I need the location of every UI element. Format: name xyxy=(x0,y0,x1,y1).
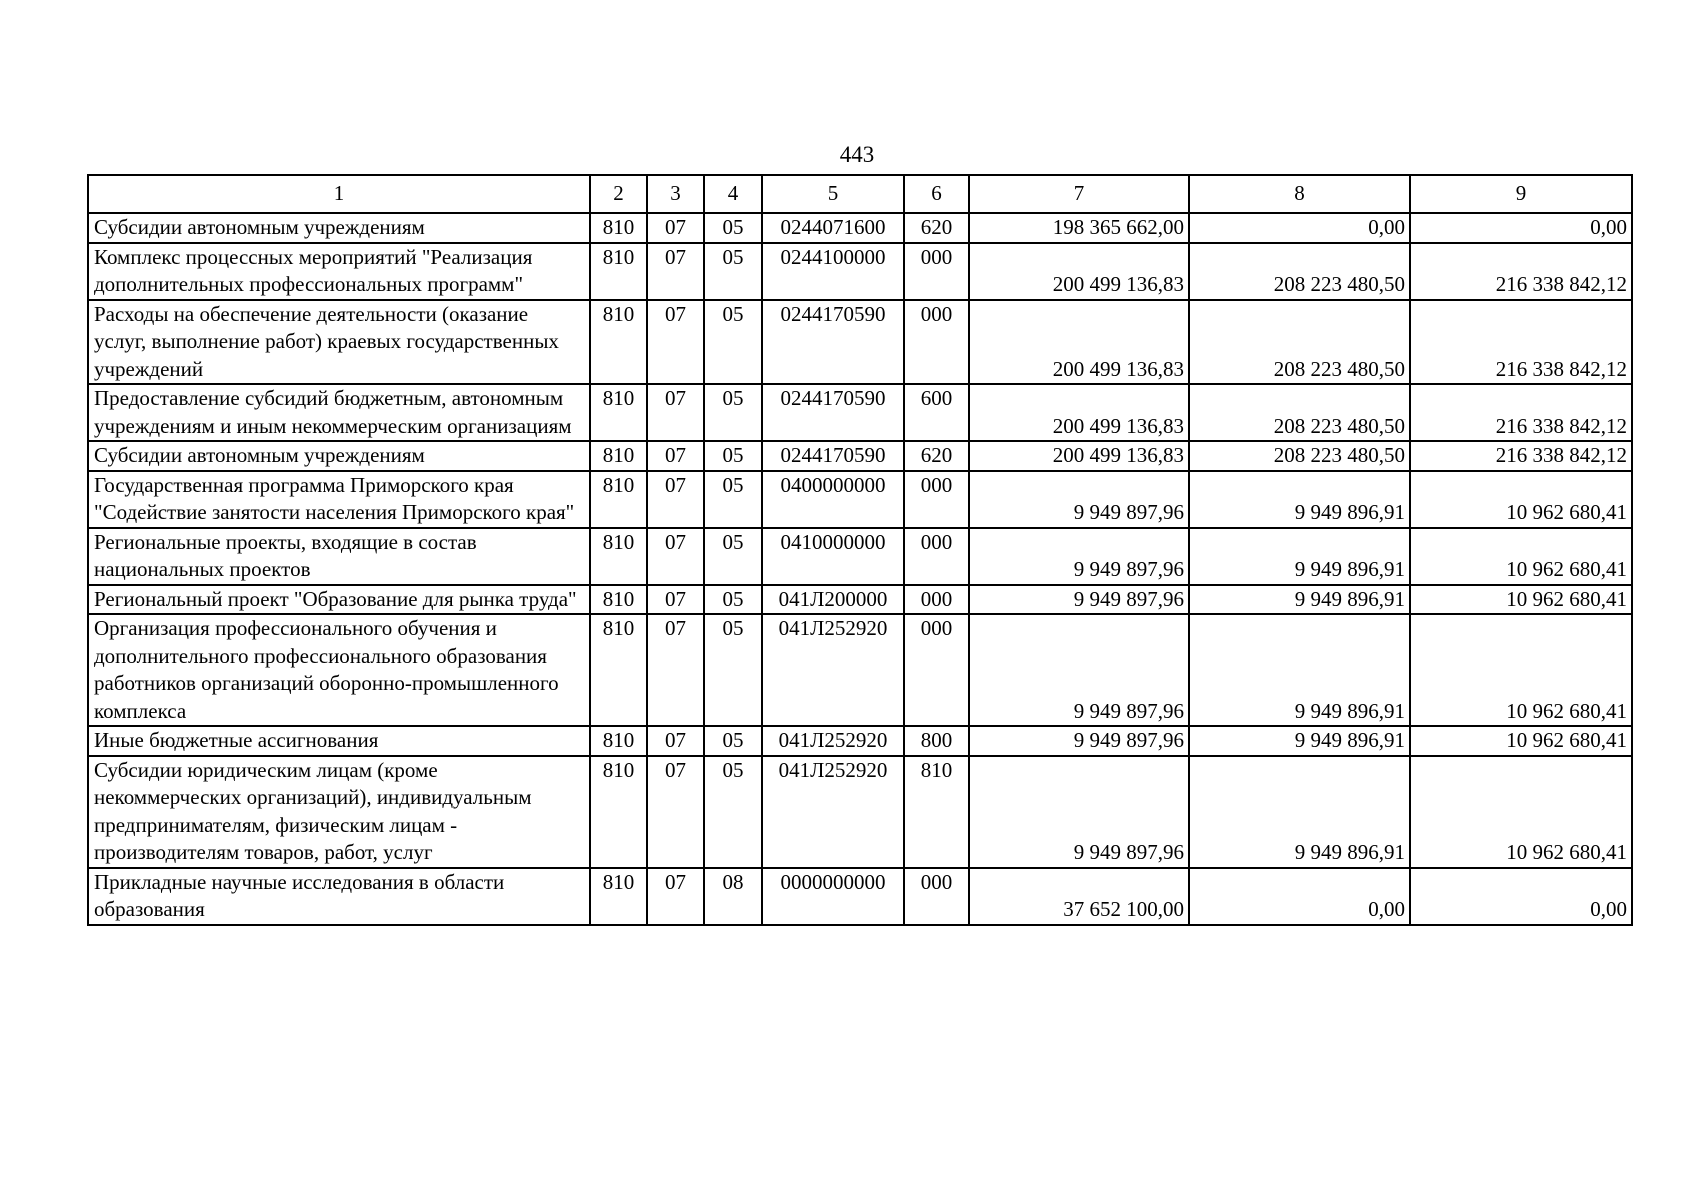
table-row xyxy=(88,726,1632,756)
code-cell: 05 xyxy=(704,300,762,385)
table-row xyxy=(88,213,1632,243)
amount-cell: 216 338 842,12 xyxy=(1410,441,1632,471)
code-cell: 07 xyxy=(647,868,704,925)
code-cell: 041Л252920 xyxy=(762,756,904,868)
row-name: Региональные проекты, входящие в состав национальных проектов xyxy=(88,528,590,585)
code-cell: 000 xyxy=(904,300,969,385)
table-row xyxy=(88,614,1632,726)
row-name: Государственная программа Приморского края "Содействие занятости населения Приморского края" xyxy=(88,471,590,528)
page-number: 443 xyxy=(839,142,875,167)
code-cell: 000 xyxy=(904,528,969,585)
code-cell: 0244170590 xyxy=(762,384,904,441)
amount-cell: 10 962 680,41 xyxy=(1410,756,1632,868)
amount-cell: 200 499 136,83 xyxy=(969,384,1189,441)
header-row xyxy=(88,175,1632,213)
amount-cell: 9 949 897,96 xyxy=(969,726,1189,756)
code-cell: 0400000000 xyxy=(762,471,904,528)
amount-cell: 9 949 896,91 xyxy=(1189,528,1410,585)
code-cell: 000 xyxy=(904,585,969,615)
table-row xyxy=(88,868,1632,925)
amount-cell: 9 949 896,91 xyxy=(1189,726,1410,756)
code-cell: 07 xyxy=(647,528,704,585)
code-cell: 000 xyxy=(904,243,969,300)
amount-cell: 0,00 xyxy=(1189,868,1410,925)
amount-cell: 9 949 897,96 xyxy=(969,756,1189,868)
amount-cell: 9 949 897,96 xyxy=(969,471,1189,528)
code-cell: 810 xyxy=(590,585,647,615)
table-row xyxy=(88,756,1632,868)
code-cell: 05 xyxy=(704,441,762,471)
amount-cell: 10 962 680,41 xyxy=(1410,471,1632,528)
amount-cell: 0,00 xyxy=(1410,213,1632,243)
code-cell: 07 xyxy=(647,614,704,726)
amount-cell: 208 223 480,50 xyxy=(1189,384,1410,441)
code-cell: 620 xyxy=(904,441,969,471)
row-name: Субсидии автономным учреждениям xyxy=(88,441,590,471)
header-cell: 4 xyxy=(704,175,762,213)
amount-cell: 10 962 680,41 xyxy=(1410,726,1632,756)
header-cell: 5 xyxy=(762,175,904,213)
code-cell: 000 xyxy=(904,868,969,925)
code-cell: 810 xyxy=(590,471,647,528)
code-cell: 07 xyxy=(647,726,704,756)
amount-cell: 9 949 897,96 xyxy=(969,585,1189,615)
row-name: Субсидии автономным учреждениям xyxy=(88,213,590,243)
amount-cell: 208 223 480,50 xyxy=(1189,300,1410,385)
amount-cell: 10 962 680,41 xyxy=(1410,528,1632,585)
table-row xyxy=(88,441,1632,471)
code-cell: 620 xyxy=(904,213,969,243)
amount-cell: 9 949 897,96 xyxy=(969,614,1189,726)
amount-cell: 9 949 896,91 xyxy=(1189,471,1410,528)
code-cell: 810 xyxy=(590,300,647,385)
header-cell: 1 xyxy=(88,175,590,213)
code-cell: 05 xyxy=(704,213,762,243)
amount-cell: 9 949 896,91 xyxy=(1189,614,1410,726)
amount-cell: 10 962 680,41 xyxy=(1410,585,1632,615)
code-cell: 600 xyxy=(904,384,969,441)
code-cell: 05 xyxy=(704,528,762,585)
code-cell: 800 xyxy=(904,726,969,756)
amount-cell: 198 365 662,00 xyxy=(969,213,1189,243)
row-name: Региональный проект "Образование для рынка труда" xyxy=(88,585,590,615)
table-row xyxy=(88,384,1632,441)
code-cell: 041Л252920 xyxy=(762,726,904,756)
amount-cell: 9 949 896,91 xyxy=(1189,585,1410,615)
header-cell: 3 xyxy=(647,175,704,213)
code-cell: 08 xyxy=(704,868,762,925)
code-cell: 05 xyxy=(704,585,762,615)
code-cell: 07 xyxy=(647,300,704,385)
code-cell: 05 xyxy=(704,614,762,726)
code-cell: 05 xyxy=(704,471,762,528)
row-name: Организация профессионального обучения и дополнительного профессионального образования работников организаций оборонно-промышленного комплекса xyxy=(88,614,590,726)
row-name: Расходы на обеспечение деятельности (оказание услуг, выполнение работ) краевых государственных учреждений xyxy=(88,300,590,385)
amount-cell: 0,00 xyxy=(1189,213,1410,243)
code-cell: 810 xyxy=(590,726,647,756)
code-cell: 810 xyxy=(590,243,647,300)
row-name: Иные бюджетные ассигнования xyxy=(88,726,590,756)
code-cell: 07 xyxy=(647,384,704,441)
amount-cell: 10 962 680,41 xyxy=(1410,614,1632,726)
code-cell: 041Л200000 xyxy=(762,585,904,615)
amount-cell: 9 949 897,96 xyxy=(969,528,1189,585)
code-cell: 05 xyxy=(704,243,762,300)
code-cell: 810 xyxy=(590,614,647,726)
code-cell: 810 xyxy=(904,756,969,868)
header-cell: 6 xyxy=(904,175,969,213)
table-row xyxy=(88,585,1632,615)
code-cell: 000 xyxy=(904,614,969,726)
header-cell: 2 xyxy=(590,175,647,213)
row-name: Прикладные научные исследования в области образования xyxy=(88,868,590,925)
code-cell: 0244100000 xyxy=(762,243,904,300)
amount-cell: 200 499 136,83 xyxy=(969,300,1189,385)
budget-table xyxy=(87,174,1633,926)
amount-cell: 37 652 100,00 xyxy=(969,868,1189,925)
amount-cell: 208 223 480,50 xyxy=(1189,243,1410,300)
amount-cell: 216 338 842,12 xyxy=(1410,384,1632,441)
code-cell: 0000000000 xyxy=(762,868,904,925)
code-cell: 810 xyxy=(590,528,647,585)
row-name: Комплекс процессных мероприятий "Реализация дополнительных профессиональных программ" xyxy=(88,243,590,300)
row-name: Предоставление субсидий бюджетным, автономным учреждениям и иным некоммерческим организациям xyxy=(88,384,590,441)
code-cell: 07 xyxy=(647,441,704,471)
code-cell: 07 xyxy=(647,213,704,243)
code-cell: 041Л252920 xyxy=(762,614,904,726)
code-cell: 07 xyxy=(647,585,704,615)
code-cell: 0244071600 xyxy=(762,213,904,243)
code-cell: 810 xyxy=(590,213,647,243)
table-row xyxy=(88,243,1632,300)
code-cell: 07 xyxy=(647,471,704,528)
code-cell: 810 xyxy=(590,384,647,441)
amount-cell: 200 499 136,83 xyxy=(969,441,1189,471)
amount-cell: 216 338 842,12 xyxy=(1410,243,1632,300)
code-cell: 07 xyxy=(647,243,704,300)
header-cell: 8 xyxy=(1189,175,1410,213)
row-name: Субсидии юридическим лицам (кроме некоммерческих организаций), индивидуальным предпринимателям, физическим лицам - производителям товаров, работ, услуг xyxy=(88,756,590,868)
table-row xyxy=(88,471,1632,528)
code-cell: 000 xyxy=(904,471,969,528)
code-cell: 810 xyxy=(590,441,647,471)
header-cell: 7 xyxy=(969,175,1189,213)
code-cell: 810 xyxy=(590,868,647,925)
code-cell: 05 xyxy=(704,756,762,868)
header-cell: 9 xyxy=(1410,175,1632,213)
code-cell: 07 xyxy=(647,756,704,868)
amount-cell: 0,00 xyxy=(1410,868,1632,925)
code-cell: 05 xyxy=(704,726,762,756)
code-cell: 0410000000 xyxy=(762,528,904,585)
amount-cell: 9 949 896,91 xyxy=(1189,756,1410,868)
table-row xyxy=(88,300,1632,385)
table-row xyxy=(88,528,1632,585)
amount-cell: 208 223 480,50 xyxy=(1189,441,1410,471)
code-cell: 810 xyxy=(590,756,647,868)
code-cell: 0244170590 xyxy=(762,300,904,385)
code-cell: 0244170590 xyxy=(762,441,904,471)
amount-cell: 200 499 136,83 xyxy=(969,243,1189,300)
amount-cell: 216 338 842,12 xyxy=(1410,300,1632,385)
code-cell: 05 xyxy=(704,384,762,441)
